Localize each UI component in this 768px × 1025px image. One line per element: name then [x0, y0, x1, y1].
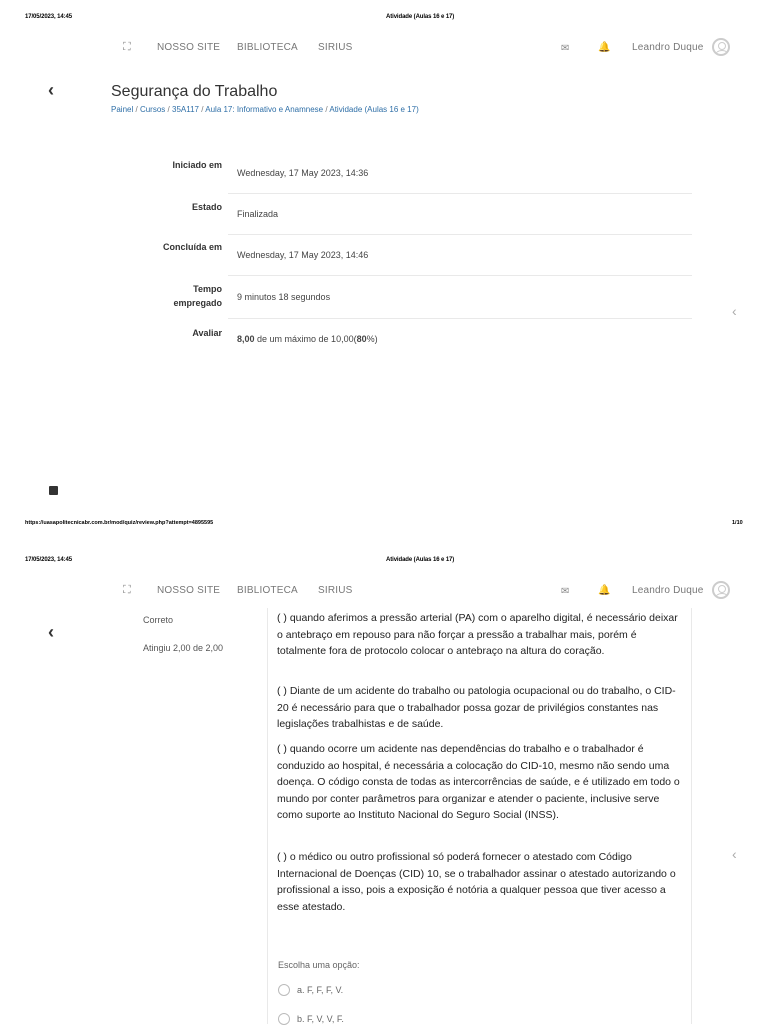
time-label — [120, 284, 222, 308]
breadcrumb-item[interactable]: Cursos — [139, 105, 166, 114]
completed-value: Wednesday, 17 May 2023, 14:46 — [237, 250, 369, 260]
statement-text: ( ) quando aferimos a pressão arterial (PA) com o aparelho digital, é necessário deixar o antebraço em repouso para não forçar a pressão a trabalhar mais, porém é totalmente fora de protocolo colocar o antebraço na altura do coração. — [277, 612, 678, 657]
time-label-line: empregado — [173, 298, 222, 308]
user-name[interactable]: Leandro Duque — [632, 42, 704, 53]
option-b-label[interactable]: b. F, V, V, F. — [297, 1014, 344, 1024]
chevron-left-icon[interactable]: ‹ — [732, 846, 737, 862]
nav-link-sirius[interactable]: SIRIUS — [318, 585, 353, 596]
question-status: Correto — [143, 615, 174, 625]
envelope-icon[interactable]: ✉ — [561, 43, 570, 54]
chevron-left-icon[interactable]: ‹ — [48, 622, 54, 642]
state-label: Estado — [191, 202, 222, 212]
grade-percent: 80 — [356, 334, 367, 344]
breadcrumb-item[interactable]: Atividade (Aulas 16 e 17) — [329, 105, 419, 114]
print-datetime: 17/05/2023, 14:45 — [25, 14, 73, 20]
option-b-radio[interactable] — [278, 1013, 290, 1025]
breadcrumb: Painel / Cursos / 35A117 / Aula 17: Informativo e Anamnese / Atividade (Aulas 16 e 17) — [111, 105, 419, 114]
breadcrumb-item[interactable]: Aula 17: Informativo e Anamnese — [205, 105, 324, 114]
nav-link-biblioteca[interactable]: BIBLIOTECA — [237, 42, 298, 53]
bell-icon[interactable]: 🔔 — [598, 42, 611, 53]
chevron-left-icon[interactable]: ‹ — [48, 80, 54, 100]
option-a-label[interactable]: a. F, F, F, V. — [297, 985, 344, 995]
started-label: Iniciado em — [172, 160, 222, 170]
grade-value — [237, 334, 378, 344]
grade-text: de um máximo de 10,00( — [254, 334, 357, 344]
question-score: Atingiu 2,00 de 2,00 — [143, 643, 224, 653]
time-label-line: Tempo — [193, 284, 222, 294]
print-datetime: 17/05/2023, 14:45 — [25, 557, 73, 563]
statement-1 — [277, 610, 682, 660]
print-title: Atividade (Aulas 16 e 17) — [386, 14, 455, 20]
nav-link-biblioteca[interactable]: BIBLIOTECA — [237, 585, 298, 596]
option-a-radio[interactable] — [278, 984, 290, 996]
time-value: 9 minutos 18 segundos — [237, 292, 331, 302]
nav-link-nosso-site[interactable]: NOSSO SITE — [157, 42, 221, 53]
print-title: Atividade (Aulas 16 e 17) — [386, 557, 455, 563]
grade-score: 8,00 — [237, 334, 255, 344]
grade-end: %) — [366, 334, 378, 344]
nav-link-sirius[interactable]: SIRIUS — [318, 42, 353, 53]
grade-label: Avaliar — [192, 328, 222, 338]
expand-icon[interactable]: ⛶ — [123, 41, 131, 53]
drawer-icon[interactable] — [49, 486, 58, 495]
avatar[interactable] — [712, 38, 730, 56]
completed-label: Concluída em — [162, 242, 222, 252]
breadcrumb-item[interactable]: Painel — [111, 105, 134, 114]
state-value: Finalizada — [237, 209, 279, 219]
statement-3: ( ) quando ocorre um acidente nas dependências do trabalho e o trabalhador é conduzido ao hospital, é necessária a colocação do CID-10, mesmo não sendo uma doença. O código consta de todas as intercorrências de saúde, e é utilizado em todo o mundo por conter parâmetros para organizar e atender o paciente, inclusive serve como suporte ao Instituto Nacional do Seguro Social (INSS). — [277, 743, 680, 821]
page-title: Segurança do Trabalho — [111, 83, 278, 100]
user-name[interactable]: Leandro Duque — [632, 585, 704, 596]
nav-link-nosso-site[interactable]: NOSSO SITE — [157, 585, 221, 596]
footer-page: 1/10 — [732, 520, 743, 526]
breadcrumb-item[interactable]: 35A117 — [172, 105, 199, 114]
divider — [228, 275, 692, 276]
statement-2: ( ) Diante de um acidente do trabalho ou patologia ocupacional ou do trabalho, o CID-20 é necessário para que o trabalhador possa gozar de privilégios constantes nas legislações trabalhistas e de saúde. — [277, 685, 676, 730]
bell-icon[interactable]: 🔔 — [598, 585, 611, 596]
divider — [228, 318, 692, 319]
footer-url: https://uasapolitecnicabr.com.br/mod/quiz/review.php?attempt=4895595 — [25, 520, 214, 526]
avatar[interactable] — [712, 581, 730, 599]
divider — [228, 234, 692, 235]
divider — [228, 193, 692, 194]
started-value: Wednesday, 17 May 2023, 14:36 — [237, 168, 369, 178]
chevron-left-icon[interactable]: ‹ — [732, 303, 737, 319]
choose-label: Escolha uma opção: — [278, 960, 360, 970]
statement-4: ( ) o médico ou outro profissional só poderá fornecer o atestado com Código Internacional de Doenças (CID) 10, se o trabalhador assinar o atestado autorizando o profissional a isso, pois a exposição é notória a qualquer pessoa que tiver acesso a esse atestado. — [277, 851, 676, 913]
envelope-icon[interactable]: ✉ — [561, 586, 570, 597]
top-navbar — [0, 581, 768, 605]
expand-icon[interactable]: ⛶ — [123, 584, 131, 596]
top-navbar — [0, 38, 768, 62]
